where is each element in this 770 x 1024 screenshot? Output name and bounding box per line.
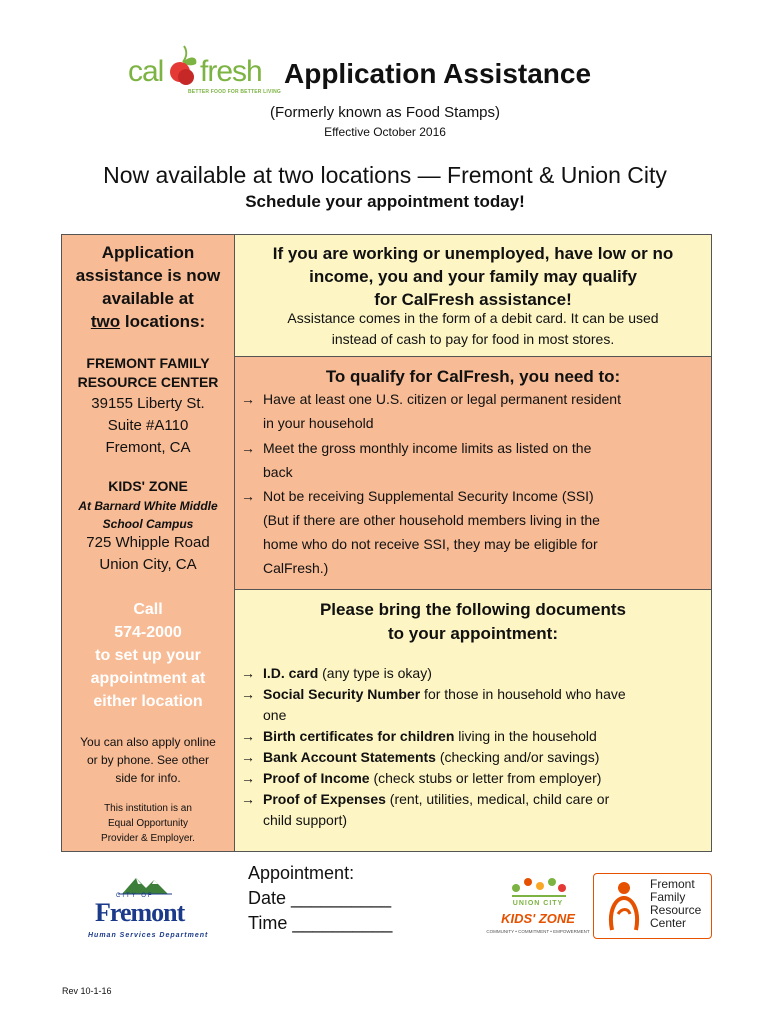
item-line: back — [263, 464, 293, 480]
arrow-icon: → — [241, 391, 255, 407]
logo-cal-text: cal — [128, 55, 164, 88]
body-line: Assistance comes in the form of a debit card. It can be used — [287, 310, 659, 326]
availability-note — [62, 241, 234, 333]
apply-online-note — [62, 733, 234, 787]
locations-column — [61, 234, 235, 852]
arrow-icon: → — [241, 791, 255, 807]
ffrc-logo-text — [650, 878, 701, 930]
ffrc-address — [62, 393, 234, 459]
heading-line: If you are working or unemployed, have low or no — [272, 244, 674, 263]
eligibility-heading — [235, 242, 711, 311]
effective-date: Effective October 2016 — [324, 125, 446, 139]
address-line: Suite #A110 — [107, 417, 189, 434]
address-line: 725 Whipple Road — [86, 534, 210, 551]
kids-zone-logo-text: KIDS' ZONE — [501, 911, 575, 926]
locations-word: locations: — [120, 312, 206, 331]
locations-headline: Now available at two locations — Fremont & Union City — [103, 162, 667, 188]
kids-zone-location-name: KIDS' ZONE — [108, 478, 188, 494]
list-item-text — [263, 789, 703, 831]
item-line: one — [263, 707, 287, 723]
item-bold: Proof of Income — [263, 770, 370, 786]
kids-zone-logo-sub: COMMUNITY • COMMITMENT • EMPOWERMENT — [486, 929, 590, 934]
heading-line: Please bring the following documents — [319, 600, 627, 619]
eoe-line: Provider & Employer. — [101, 833, 195, 844]
eoe-line: This institution is an — [104, 803, 192, 814]
list-item-text — [263, 747, 703, 768]
item-bold: Social Security Number — [263, 686, 421, 702]
phone-number: 574-2000 — [114, 624, 182, 641]
heading-line: for CalFresh assistance! — [374, 290, 572, 309]
human-services-label: Human Services Department — [88, 932, 209, 939]
date-field[interactable]: Date __________ — [248, 888, 392, 908]
item-line: Not be receiving Supplemental Security Income (SSI) — [263, 488, 594, 504]
body-line: instead of cash to pay for food in most stores. — [331, 331, 615, 347]
fremont-wordmark: Fremont — [95, 898, 185, 927]
online-line: You can also apply online — [80, 735, 216, 749]
location-name-line: FREMONT FAMILY — [86, 355, 210, 371]
address-line: Union City, CA — [99, 556, 197, 573]
item-rest: (checking and/or savings) — [435, 749, 600, 765]
list-item-text — [263, 436, 703, 484]
online-line: or by phone. See other — [86, 753, 210, 767]
list-item-text — [263, 663, 703, 684]
two-underlined: two — [90, 312, 121, 331]
eligibility-box — [234, 234, 712, 357]
list-item — [241, 484, 701, 576]
item-bold: Proof of Expenses — [263, 791, 386, 807]
item-rest: living in the household — [454, 728, 597, 744]
arrow-icon: → — [241, 728, 255, 744]
page-title: Application Assistance — [284, 58, 592, 89]
list-item-text — [263, 726, 703, 747]
logo-fresh-text: fresh — [200, 55, 262, 88]
list-item-text — [263, 768, 703, 789]
item-line: home who do not receive SSI, they may be eligible for — [263, 536, 598, 552]
list-item-text — [263, 684, 703, 726]
campus-line: At Barnard White Middle — [78, 499, 218, 513]
item-rest: (rent, utilities, medical, child care or — [385, 791, 610, 807]
list-item-text — [263, 387, 703, 435]
schedule-subheading: Schedule your appointment today! — [245, 192, 525, 211]
calfresh-logo-icon — [166, 44, 200, 90]
kids-zone-campus — [62, 497, 234, 533]
ffrc-location-name — [62, 354, 234, 392]
item-rest: for those in household who have — [420, 686, 626, 702]
item-rest: (check stubs or letter from employer) — [369, 770, 602, 786]
heading-line: income, you and your family may qualify — [309, 267, 637, 286]
availability-line: assistance is now — [75, 266, 221, 285]
item-rest: (any type is okay) — [318, 665, 432, 681]
city-of-label: CITY OF — [116, 893, 154, 899]
item-line: in your household — [263, 415, 374, 431]
ffrc-logo-line: Center — [650, 916, 687, 930]
list-item-text — [263, 484, 703, 580]
availability-line — [62, 310, 234, 333]
debit-card-note — [235, 308, 711, 350]
availability-line: available at — [102, 289, 194, 308]
equal-opportunity-statement — [62, 801, 234, 846]
list-item — [241, 436, 701, 480]
time-field[interactable]: Time __________ — [248, 913, 393, 933]
item-line: Have at least one U.S. citizen or legal permanent resident — [263, 391, 621, 407]
formerly-note: (Formerly known as Food Stamps) — [269, 104, 501, 121]
availability-line: Application — [101, 243, 195, 262]
item-bold: I.D. card — [263, 665, 319, 681]
heading-line: to your appointment: — [388, 624, 558, 643]
kids-zone-address — [62, 532, 234, 576]
appointment-fields — [248, 861, 392, 936]
arrow-icon: → — [241, 665, 255, 681]
item-line: (But if there are other household members living in the — [263, 512, 600, 528]
qualify-box — [234, 356, 712, 590]
call-line: appointment at — [90, 670, 206, 687]
appointment-label: Appointment: — [248, 863, 355, 883]
arrow-icon: → — [241, 749, 255, 765]
qualify-heading: To qualify for CalFresh, you need to: — [325, 367, 621, 386]
ffrc-logo-line: Fremont — [650, 877, 695, 891]
online-line: side for info. — [115, 771, 181, 785]
revision-date: Rev 10-1-16 — [62, 986, 112, 996]
ffrc-figure-icon — [602, 880, 646, 932]
item-bold: Birth certificates for children — [263, 728, 455, 744]
call-line: to set up your — [95, 647, 201, 664]
arrow-icon: → — [241, 440, 255, 456]
call-line: either location — [93, 693, 203, 710]
item-line: child support) — [263, 812, 348, 828]
arrow-icon: → — [241, 488, 255, 504]
eoe-line: Equal Opportunity — [107, 818, 189, 829]
logo-tagline: BETTER FOOD FOR BETTER LIVING — [188, 89, 282, 95]
item-line: CalFresh.) — [263, 560, 329, 576]
location-name-line: RESOURCE CENTER — [77, 374, 219, 390]
ffrc-logo-line: Resource — [650, 903, 702, 917]
address-line: 39155 Liberty St. — [91, 395, 205, 412]
ffrc-logo-line: Family — [650, 890, 686, 904]
kids-zone-logo-top: UNION CITY — [512, 900, 564, 907]
arrow-icon: → — [241, 770, 255, 786]
campus-line: School Campus — [102, 517, 194, 531]
item-line: Meet the gross monthly income limits as listed on the — [263, 440, 592, 456]
call-to-action — [62, 598, 234, 713]
call-line: Call — [133, 601, 163, 618]
address-line: Fremont, CA — [105, 439, 191, 456]
list-item — [241, 387, 701, 431]
arrow-icon: → — [241, 686, 255, 702]
documents-box — [234, 589, 712, 852]
documents-heading — [235, 598, 711, 646]
item-bold: Bank Account Statements — [263, 749, 436, 765]
